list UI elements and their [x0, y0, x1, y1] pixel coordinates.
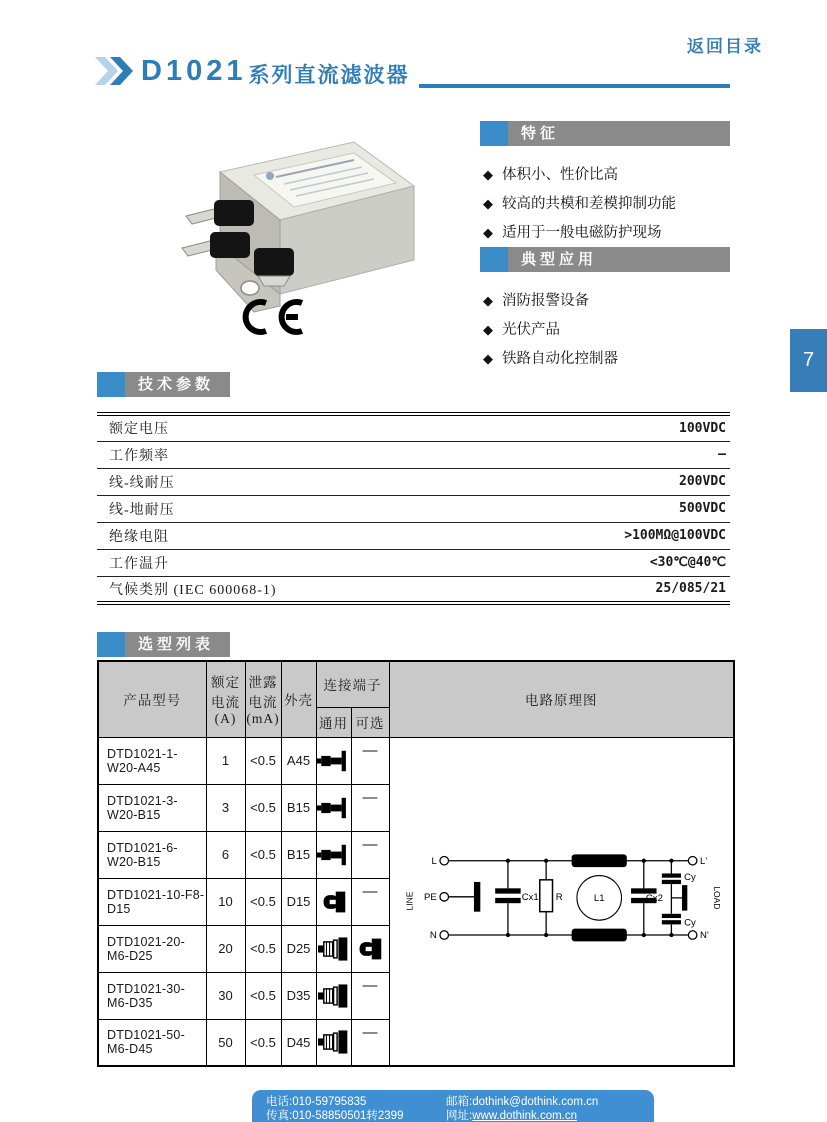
- application-item: ◆ 光伏产品: [483, 316, 618, 345]
- case-cell: D15: [281, 878, 316, 925]
- case-cell: B15: [281, 784, 316, 831]
- tech-params-section-header: [97, 372, 230, 397]
- rated-current-cell: 30: [206, 972, 245, 1019]
- model-cell: DTD1021-50-M6-D45: [98, 1019, 206, 1066]
- wire-terminal-icon: [317, 749, 351, 773]
- dash-icon: —: [362, 977, 378, 994]
- diamond-bullet-icon: ◆: [483, 226, 493, 241]
- model-cell: DTD1021-30-M6-D35: [98, 972, 206, 1019]
- section-accent-square: [480, 247, 508, 272]
- bolt-terminal-icon: [318, 984, 350, 1008]
- product-photo: [158, 120, 430, 320]
- selection-table: [97, 660, 735, 1067]
- rated-current-cell: 6: [206, 831, 245, 878]
- tech-param-value: 25/085/21: [655, 581, 726, 597]
- section-accent-square: [97, 372, 125, 397]
- bolt-terminal-icon: [318, 937, 350, 961]
- spade-terminal-icon: [321, 890, 347, 914]
- optional-terminal-cell: [351, 925, 389, 972]
- schematic-cx2-label: Cx2: [646, 892, 664, 904]
- tech-param-value: 100VDC: [495, 414, 730, 441]
- tech-param-value: 500VDC: [495, 495, 730, 522]
- schematic-n-label: N: [430, 929, 438, 941]
- tech-params-section-title: 技术参数: [138, 376, 215, 393]
- schematic-cx1-label: Cx1: [521, 891, 539, 903]
- series-name-title: 系列直流滤波器: [248, 63, 410, 87]
- title-underline: [419, 84, 730, 88]
- leakage-current-cell: <0.5: [245, 831, 281, 878]
- double-chevron-icon: [95, 56, 137, 86]
- page-title: [95, 54, 409, 88]
- tech-param-label: 线-线耐压: [97, 468, 495, 495]
- tech-param-label: 绝缘电阻: [97, 522, 495, 549]
- schematic-cy-bottom-label: Cy: [684, 917, 697, 929]
- selection-section-title: 选型列表: [138, 636, 215, 653]
- applications-section-header: [480, 247, 730, 272]
- section-accent-square: [480, 121, 508, 146]
- general-terminal-cell: [316, 972, 351, 1019]
- tech-param-label: 气候类别 (IEC 600068-1): [109, 582, 277, 598]
- leakage-current-cell: <0.5: [245, 972, 281, 1019]
- case-cell: D25: [281, 925, 316, 972]
- schematic-load-label: LOAD: [712, 886, 722, 910]
- leakage-current-cell: <0.5: [245, 784, 281, 831]
- general-terminal-cell: [316, 1019, 351, 1066]
- feature-item: ◆ 适用于一般电磁防护现场: [483, 219, 676, 248]
- tech-param-row: [97, 495, 730, 522]
- dash-icon: —: [362, 742, 378, 759]
- col-header-schematic: 电路原理图: [389, 661, 734, 737]
- footer-fax: 传真:010-58850501转2399: [266, 1110, 404, 1122]
- rated-current-cell: 50: [206, 1019, 245, 1066]
- tech-param-row: [97, 441, 730, 468]
- tech-param-value: >100MΩ@100VDC: [495, 522, 730, 549]
- tech-param-label: 工作频率: [97, 441, 495, 468]
- tech-param-label: 线-地耐压: [97, 495, 495, 522]
- diamond-bullet-icon: ◆: [483, 352, 493, 367]
- model-cell: DTD1021-20-M6-D25: [98, 925, 206, 972]
- back-to-catalog-link[interactable]: 返回目录: [687, 37, 763, 56]
- tech-param-row: [97, 468, 730, 495]
- col-header-leakage-current: 泄露电流(mA): [245, 661, 281, 737]
- section-accent-square: [97, 632, 125, 657]
- case-cell: B15: [281, 831, 316, 878]
- features-section-header: [480, 121, 730, 146]
- bolt-terminal-icon: [318, 1030, 350, 1054]
- col-header-terminals: 连接端子: [316, 661, 389, 707]
- feature-item: ◆ 体积小、性价比高: [483, 161, 676, 190]
- features-section-title: 特征: [521, 125, 560, 142]
- table-row: [98, 737, 734, 784]
- model-cell: DTD1021-3-W20-B15: [98, 784, 206, 831]
- spade-terminal-icon: [357, 937, 383, 961]
- dash-icon: —: [362, 1023, 378, 1041]
- tech-param-row: [97, 522, 730, 549]
- case-cell: D45: [281, 1019, 316, 1066]
- footer-website-link[interactable]: www.dothink.com.cn: [472, 1110, 578, 1122]
- tech-param-label: 额定电压: [97, 414, 495, 441]
- optional-terminal-cell: [351, 831, 389, 878]
- page-number-tab: 7: [790, 329, 827, 392]
- general-terminal-cell: [316, 737, 351, 784]
- schematic-pe-label: PE: [424, 891, 438, 903]
- leakage-current-cell: <0.5: [245, 1019, 281, 1066]
- applications-section-title: 典型应用: [521, 251, 598, 268]
- diamond-bullet-icon: ◆: [483, 197, 493, 212]
- general-terminal-cell: [316, 878, 351, 925]
- rated-current-cell: 10: [206, 878, 245, 925]
- col-header-terminal-optional: 可选: [351, 707, 389, 737]
- leakage-current-cell: <0.5: [245, 737, 281, 784]
- selection-section-header: [97, 632, 230, 657]
- schematic-l-out-label: L': [700, 855, 708, 867]
- features-list: [483, 161, 676, 248]
- series-model-title: D1021: [141, 54, 247, 87]
- schematic-cy-top-label: Cy: [684, 871, 697, 883]
- rated-current-cell: 20: [206, 925, 245, 972]
- schematic-n-out-label: N': [700, 929, 710, 941]
- col-header-case: 外壳: [281, 661, 316, 737]
- applications-list: [483, 287, 618, 374]
- schematic-l-label: L: [431, 855, 438, 867]
- diamond-bullet-icon: ◆: [483, 323, 493, 338]
- tech-param-row: [97, 549, 730, 576]
- tech-param-row: [97, 576, 730, 603]
- model-cell: DTD1021-6-W20-B15: [98, 831, 206, 878]
- col-header-terminal-general: 通用: [316, 707, 351, 737]
- circuit-schematic-cell: [389, 737, 734, 1066]
- ce-mark-icon: [236, 297, 316, 337]
- tech-param-value: <30℃@40℃: [495, 549, 730, 576]
- rated-current-cell: 3: [206, 784, 245, 831]
- diamond-bullet-icon: ◆: [483, 294, 493, 309]
- footer-website-label: 网址:: [446, 1110, 473, 1122]
- general-terminal-cell: [316, 925, 351, 972]
- rated-current-cell: 1: [206, 737, 245, 784]
- tech-param-row: [97, 414, 730, 441]
- general-terminal-cell: [316, 784, 351, 831]
- optional-terminal-cell: [351, 878, 389, 925]
- schematic-l1-label: L1: [594, 892, 605, 904]
- dash-icon: —: [362, 836, 378, 853]
- optional-terminal-cell: [351, 784, 389, 831]
- tech-param-label: 工作温升: [97, 549, 495, 576]
- application-item: ◆ 消防报警设备: [483, 287, 618, 316]
- model-cell: DTD1021-10-F8-D15: [98, 878, 206, 925]
- col-header-model: 产品型号: [98, 661, 206, 737]
- case-cell: D35: [281, 972, 316, 1019]
- optional-terminal-cell: [351, 1019, 389, 1066]
- dash-icon: —: [362, 883, 378, 900]
- optional-terminal-cell: [351, 972, 389, 1019]
- tech-param-value: —: [495, 441, 730, 468]
- case-cell: A45: [281, 737, 316, 784]
- dash-icon: —: [362, 789, 378, 806]
- leakage-current-cell: <0.5: [245, 925, 281, 972]
- schematic-line-label: LINE: [404, 891, 415, 911]
- footer-email: 邮箱:dothink@dothink.com.cn: [446, 1096, 599, 1108]
- circuit-schematic: [401, 831, 721, 969]
- wire-terminal-icon: [317, 843, 351, 867]
- model-cell: DTD1021-1-W20-A45: [98, 737, 206, 784]
- tech-param-value: 200VDC: [495, 468, 730, 495]
- footer-contact-bar: [252, 1090, 654, 1122]
- col-header-rated-current: 额定电流(A): [206, 661, 245, 737]
- leakage-current-cell: <0.5: [245, 878, 281, 925]
- application-item: ◆ 铁路自动化控制器: [483, 345, 618, 374]
- tech-params-table: [97, 412, 730, 605]
- wire-terminal-icon: [317, 796, 351, 820]
- feature-item: ◆ 较高的共模和差模抑制功能: [483, 190, 676, 219]
- diamond-bullet-icon: ◆: [483, 168, 493, 183]
- schematic-r-label: R: [555, 891, 563, 903]
- footer-phone: 电话:010-59795835: [266, 1096, 367, 1108]
- general-terminal-cell: [316, 831, 351, 878]
- optional-terminal-cell: [351, 737, 389, 784]
